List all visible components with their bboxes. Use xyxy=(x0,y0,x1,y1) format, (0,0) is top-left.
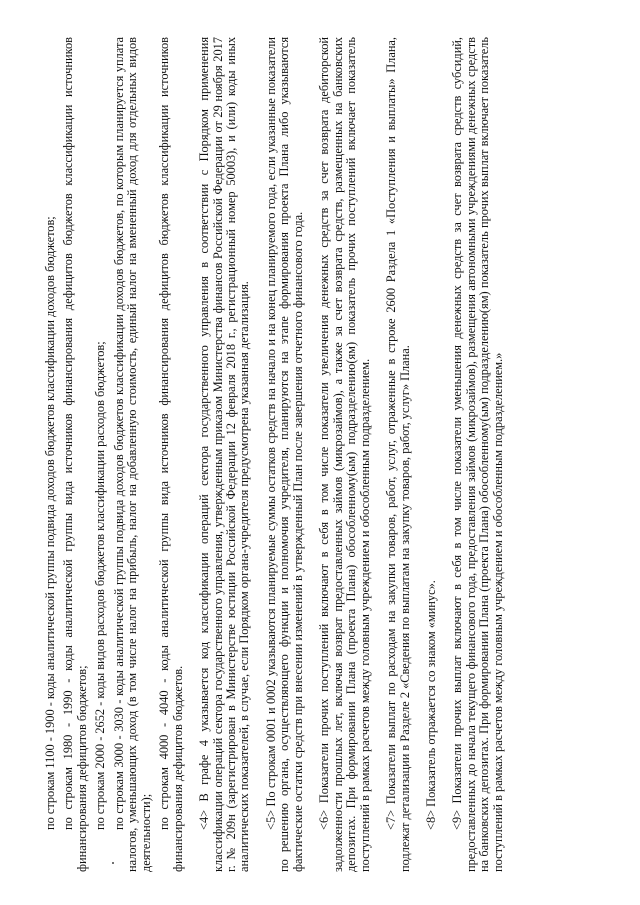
footnote-9: <9> Показатели прочих выплат включают в себя в том числе показатели уменьшения денежных средств за счет возврата средств субсидий, предоставленных до начала текущего финансового года, предоставления займов (микрозаймов), размещения автономными учреждениями денежных средств на банковских депозитах. При формировании Плана (проекта Плана) обособленному(ым) подразделению(ям) показатель прочих выплат включает показатель поступлений в рамках расчетов между головным учреждением и обособленным подразделением.» xyxy=(450,37,505,872)
paragraph-rows-1100-1900: по строкам 1100 - 1900 - коды аналитической группы подвида доходов бюджетов классификации доходов бюджетов; xyxy=(43,216,57,830)
footnote-6: <6> Показатели прочих поступлений включают в себя в том числе показатели увеличения денежных средств за счет возврата дебиторской задолженности прошлых лет, включая возврат предоставленных займов (микрозаймов), а также за счет возврата средств, размещенных на банковских депозитах. При формировании Плана (проекта Плана) обособленному(ым) подразделению(ям) показатель прочих поступлений включает показатель поступлений в рамках расчетов между головным учреждением и обособленным подразделением. xyxy=(317,37,372,872)
paragraph-rows-1980-1990: по строкам 1980 - 1990 - коды аналитической группы вида источников финансирования дефицитов бюджетов классификации источников финансирования дефицитов бюджетов; xyxy=(61,37,89,872)
paragraph-rows-2000-2652: по строкам 2000 - 2652 - коды видов расходов бюджетов классификации расходов бюджетов; xyxy=(93,341,108,830)
spacer xyxy=(252,37,265,872)
paragraph-rows-4000-4040: по строкам 4000 - 4040 - коды аналитической группы вида источников финансирования дефицитов бюджетов классификации источников финансирования дефицитов бюджетов. xyxy=(157,37,185,872)
footnote-8: <8> Показатель отражается со знаком «минус». xyxy=(423,580,438,830)
footnote-7: <7> Показатели выплат по расходам на закупки товаров, работ, услуг, отраженные в строке 2600 Раздела 1 «Поступления и выплаты» Плана, подлежат детализации в Разделе 2 «Сведения по выплатам на закупку товаров, работ, услуг» Плана. xyxy=(384,37,412,872)
scan-speck xyxy=(112,862,114,864)
footnote-4: <4> В графе 4 указывается код классификации операций сектора государственного управления в соответствии с Порядком применения классификации операций сектора государственного управления, утвержденным приказом Министерства финансов Российской Федерации от 29 ноября 2017 г. № 209н (зарегистрирован в Министерстве юстиции Российской Федерации 12 февраля 2018 г., регистрационный номер 50003), и (или) коды иных аналитических показателей, в случае, если Порядком органа-учредителя предусмотрена указанная детализация. xyxy=(197,37,252,872)
footnote-5: <5> По строкам 0001 и 0002 указываются планируемые суммы остатков средств на начало и на конец планируемого года, если указанные показатели по решению органа, осуществляющего функции и полномочия учредителя, планируются на этапе формирования проекта Плана либо указываются фактические остатки средств при внесении изменений в утвержденный План после завершения отчетного финансового года. xyxy=(263,37,305,872)
paragraph-rows-3000-3030: по строкам 3000 - 3030 - коды аналитической группы подвида доходов бюджетов классификации доходов бюджетов, по которым планируется уплата налогов, уменьшающих доход (в том числе налог на прибыль, налог на добавленную стоимость, единый налог на вмененный доход для отдельных видов деятельности); xyxy=(111,37,153,872)
rotated-text-block xyxy=(44,37,602,872)
